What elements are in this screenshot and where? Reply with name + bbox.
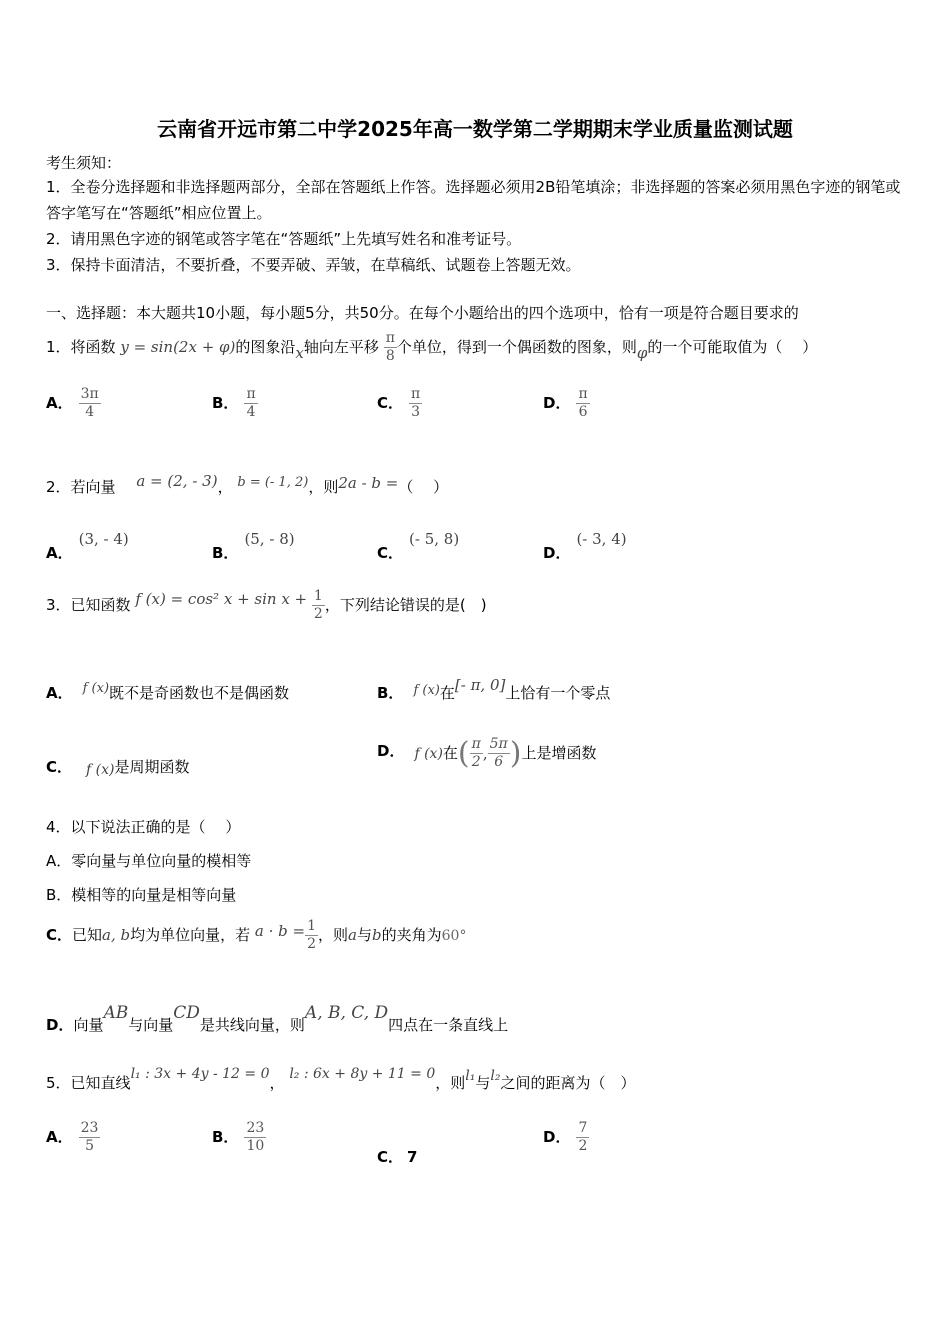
frac-num: 7 bbox=[578, 1120, 588, 1136]
q1-text-2: 的图象沿 bbox=[235, 338, 296, 356]
question-5 bbox=[46, 1066, 636, 1093]
option-text-3: 是共线向量，则 bbox=[199, 1016, 305, 1034]
q3-option-a[interactable] bbox=[46, 682, 289, 703]
q2-option-b[interactable] bbox=[212, 528, 295, 562]
q4-number: 4． bbox=[46, 818, 71, 836]
option-interval: [- π, 0] bbox=[454, 676, 506, 694]
option-text: 在 bbox=[439, 684, 455, 702]
frac-num: 1 bbox=[307, 918, 317, 934]
option-label: B． bbox=[212, 544, 239, 562]
q1-text: 将函数 bbox=[70, 338, 116, 356]
q3-text: 已知函数 bbox=[70, 596, 131, 614]
option-text-2: 与向量 bbox=[128, 1016, 174, 1034]
q2-option-a[interactable] bbox=[46, 528, 129, 562]
option-value: (- 5, 8) bbox=[409, 530, 460, 548]
question-3 bbox=[46, 588, 487, 623]
frac-num: 23 bbox=[80, 1120, 99, 1136]
q3-function: f (x) = cos² x + sin x + bbox=[135, 590, 308, 608]
option-text-4: 与 bbox=[357, 926, 373, 944]
notice-item-2: 2．请用黑色字迹的钢笔或答字笔在“答题纸”上先填写姓名和准考证号。 bbox=[46, 230, 522, 248]
option-value: (- 3, 4) bbox=[576, 530, 627, 548]
option-points: A, B, C, D bbox=[304, 1003, 389, 1023]
page-title: 云南省开远市第二中学2025年高一数学第二学期期末学业质量监测试题 bbox=[157, 117, 793, 141]
frac-den: 4 bbox=[246, 404, 256, 420]
q5-text-3: 与 bbox=[475, 1074, 491, 1092]
q3-text-2: ，下列结论错误的是( ) bbox=[324, 596, 487, 614]
q1-function: y = sin(2x + φ) bbox=[120, 338, 236, 356]
option-value: (3, - 4) bbox=[78, 530, 129, 548]
frac-den: 4 bbox=[85, 404, 95, 420]
q3-option-c[interactable] bbox=[46, 756, 189, 777]
option-vector-cd: CD bbox=[173, 1003, 200, 1023]
q1-phi: φ bbox=[636, 344, 648, 362]
option-label: B． bbox=[212, 1128, 239, 1146]
frac-num: 23 bbox=[246, 1120, 265, 1136]
option-text-4: 四点在一条直线上 bbox=[388, 1016, 509, 1034]
frac-num: 3π bbox=[80, 386, 99, 402]
option-b: b bbox=[372, 926, 382, 944]
question-1 bbox=[46, 330, 817, 365]
frac-den: 10 bbox=[246, 1138, 265, 1154]
q4-text: 以下说法正确的是（ ） bbox=[70, 818, 241, 836]
question-2 bbox=[46, 472, 449, 497]
frac-den: 6 bbox=[494, 754, 504, 770]
q5-option-a[interactable] bbox=[46, 1120, 100, 1155]
q4-option-a[interactable]: A．零向量与单位向量的模相等 bbox=[46, 852, 252, 870]
option-label: D． bbox=[543, 544, 571, 562]
option-value: (5, - 8) bbox=[244, 530, 295, 548]
q2-text: 若向量 bbox=[70, 478, 116, 496]
q1-shift-den: 8 bbox=[385, 348, 395, 364]
q5-l2: l₂ bbox=[490, 1068, 501, 1084]
q4-option-c[interactable] bbox=[46, 918, 466, 953]
option-text-2: 均为单位向量，若 bbox=[130, 926, 251, 944]
q5-option-c[interactable] bbox=[377, 1146, 417, 1167]
q2-comma: ， bbox=[217, 478, 233, 496]
option-label: C． bbox=[46, 926, 73, 944]
section-heading: 一、选择题：本大题共10小题，每小题5分，共50分。在每个小题给出的四个选项中，恰有一项是符合题目要求的 bbox=[46, 304, 799, 322]
option-text: 既不是奇函数也不是偶函数 bbox=[109, 684, 290, 702]
option-text: 是周期函数 bbox=[114, 758, 190, 776]
option-label: A． bbox=[46, 544, 73, 562]
notice-item-3: 3．保持卡面清洁，不要折叠，不要弄破、弄皱，在草稿纸、试题卷上答题无效。 bbox=[46, 256, 581, 274]
frac-num: π bbox=[411, 386, 421, 402]
option-function: f (x) bbox=[82, 681, 110, 696]
q2-option-c[interactable] bbox=[377, 528, 460, 562]
q5-option-b[interactable] bbox=[212, 1120, 266, 1155]
option-text: 在 bbox=[442, 744, 458, 762]
option-label: A． bbox=[46, 684, 73, 702]
q5-text-2: ，则 bbox=[435, 1074, 466, 1092]
option-value: 7 bbox=[407, 1148, 418, 1166]
option-vector-ab: AB bbox=[103, 1003, 129, 1023]
q3-option-d[interactable] bbox=[377, 736, 596, 771]
option-text-3: ，则 bbox=[318, 926, 349, 944]
option-text-2: 上是增函数 bbox=[521, 744, 597, 762]
q2-text-2: ，则 bbox=[308, 478, 339, 496]
q5-line-2: l₂ : 6x + 8y + 11 = 0 bbox=[289, 1066, 436, 1082]
q1-option-c[interactable] bbox=[377, 386, 422, 421]
q3-option-b[interactable] bbox=[377, 676, 611, 703]
q2-option-d[interactable] bbox=[543, 528, 627, 562]
q5-l1: l₁ bbox=[465, 1068, 476, 1084]
q1-option-a[interactable] bbox=[46, 386, 101, 421]
option-label: C． bbox=[46, 758, 73, 776]
q1-text-5: 的一个可能取值为（ ） bbox=[647, 338, 818, 356]
option-label: C． bbox=[377, 544, 404, 562]
q1-number: 1． bbox=[46, 338, 71, 356]
q5-number: 5． bbox=[46, 1074, 71, 1092]
option-label: D． bbox=[543, 394, 571, 412]
option-label: B． bbox=[212, 394, 239, 412]
frac-den: 3 bbox=[411, 404, 421, 420]
q1-option-b[interactable] bbox=[212, 386, 258, 421]
q5-option-d[interactable] bbox=[543, 1120, 589, 1155]
option-label: D． bbox=[377, 742, 405, 760]
frac-den: 6 bbox=[578, 404, 588, 420]
q4-option-d[interactable] bbox=[46, 1002, 509, 1034]
frac-num: π bbox=[471, 736, 481, 752]
option-function: f (x) bbox=[414, 746, 443, 762]
option-label: D． bbox=[46, 1016, 74, 1034]
q1-text-3: 轴向左平移 bbox=[303, 338, 379, 356]
option-label: C． bbox=[377, 394, 404, 412]
option-text: 向量 bbox=[73, 1016, 104, 1034]
frac-den: 2 bbox=[307, 936, 317, 952]
option-function: f (x) bbox=[413, 683, 440, 698]
q5-text-4: 之间的距离为（ ） bbox=[500, 1074, 636, 1092]
option-angle: 60° bbox=[441, 928, 467, 944]
frac-num: 5π bbox=[489, 736, 508, 752]
q3-number: 3． bbox=[46, 596, 71, 614]
q1-axis: x bbox=[295, 344, 304, 362]
option-label: D． bbox=[543, 1128, 571, 1146]
option-function: f (x) bbox=[86, 762, 115, 778]
frac-den: 2 bbox=[578, 1138, 588, 1154]
option-text: 已知 bbox=[72, 926, 103, 944]
q2-text-3: （ ） bbox=[398, 478, 449, 496]
frac-den: 2 bbox=[313, 606, 323, 622]
q1-text-4: 个单位，得到一个偶函数的图象，则 bbox=[396, 338, 637, 356]
frac-den: 5 bbox=[85, 1138, 94, 1154]
q2-expression: 2a - b = bbox=[338, 474, 399, 492]
option-vectors: a, b bbox=[102, 926, 131, 944]
option-label: B． bbox=[377, 684, 404, 702]
option-label: A． bbox=[46, 394, 73, 412]
option-dot-product: a · b = bbox=[254, 922, 306, 940]
q1-shift-num: π bbox=[385, 330, 395, 346]
frac-num: π bbox=[246, 386, 256, 402]
q5-line-1: l₁ : 3x + 4y - 12 = 0 bbox=[130, 1066, 270, 1082]
option-a: a bbox=[348, 926, 357, 944]
q2-vector-b: b = (- 1, 2) bbox=[237, 475, 309, 490]
option-text-5: 的夹角为 bbox=[381, 926, 442, 944]
q1-shift bbox=[384, 330, 397, 365]
q3-half bbox=[312, 588, 325, 623]
option-text-2: 上恰有一个零点 bbox=[505, 684, 611, 702]
paren-open: ( bbox=[457, 736, 470, 771]
question-4 bbox=[46, 816, 240, 837]
notice-item-1: 1．全卷分选择题和非选择题两部分，全部在答题纸上作答。选择题必须用2B铅笔填涂；非选择题的答案必须用黑色字迹的钢笔或答字笔写在“答题纸”相应位置上。 bbox=[46, 178, 901, 222]
q5-comma: ， bbox=[269, 1074, 285, 1092]
q1-option-d[interactable] bbox=[543, 386, 590, 421]
q2-vector-a: a = (2, - 3) bbox=[136, 472, 218, 490]
q5-text: 已知直线 bbox=[70, 1074, 131, 1092]
q4-option-b[interactable]: B．模相等的向量是相等向量 bbox=[46, 886, 237, 904]
paren-close: ) bbox=[509, 736, 522, 771]
frac-num: 1 bbox=[313, 588, 323, 604]
comma: , bbox=[482, 744, 488, 763]
notice-heading: 考生须知： bbox=[46, 154, 122, 172]
frac-den: 2 bbox=[471, 754, 481, 770]
frac-num: π bbox=[578, 386, 588, 402]
option-label: A． bbox=[46, 1128, 73, 1146]
option-label: C． bbox=[377, 1148, 404, 1166]
q2-number: 2． bbox=[46, 478, 71, 496]
